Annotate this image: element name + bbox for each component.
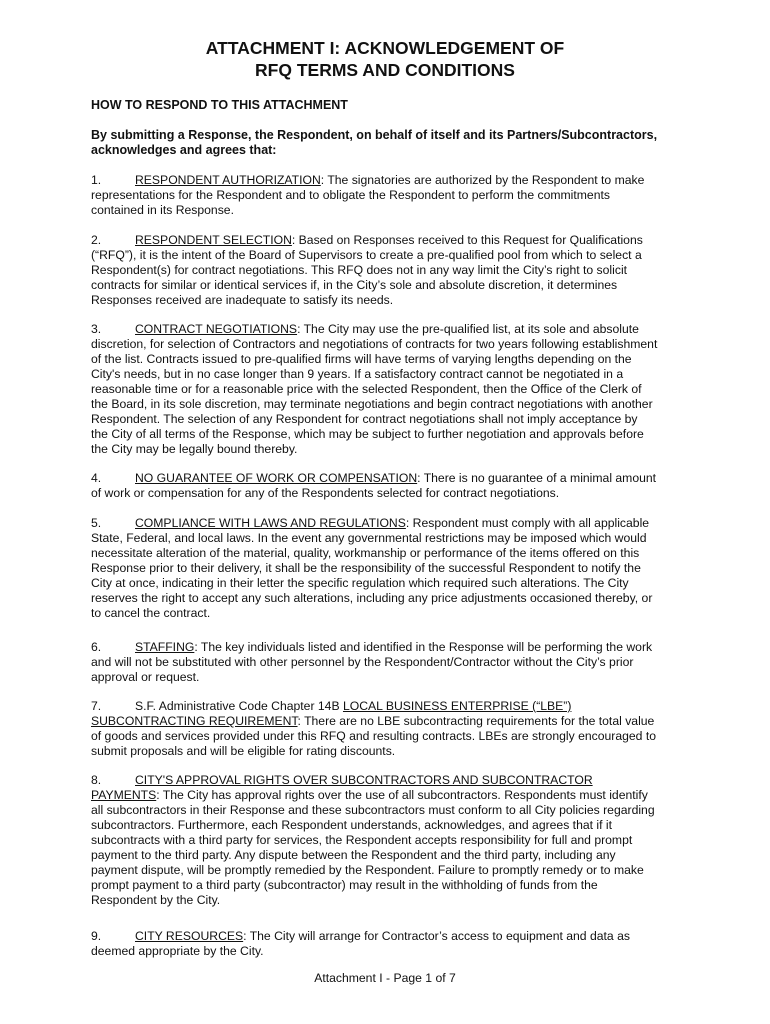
clause-number: 9. <box>91 929 102 943</box>
clause-line: deemed appropriate by the City. <box>91 944 264 958</box>
clause-line: State, Federal, and local laws. In the event any governmental restrictions may be imposed which would <box>91 531 647 545</box>
clause-number: 1. <box>91 173 102 187</box>
clause-line: subcontractors. Furthermore, each Respondent understands, acknowledges, and agrees that if it <box>91 818 612 832</box>
clause-heading: COMPLIANCE WITH LAWS AND REGULATIONS <box>135 516 406 530</box>
clause-heading: CITY RESOURCES <box>135 929 244 943</box>
clause-heading: CITY'S APPROVAL RIGHTS OVER SUBCONTRACTORS AND SUBCONTRACTOR <box>135 773 593 787</box>
page-title-line-1: ATTACHMENT I: ACKNOWLEDGEMENT OF <box>205 38 565 58</box>
intro-line: By submitting a Response, the Respondent, on behalf of itself and its Partners/Subcontractors, <box>91 128 658 142</box>
clause-7 <box>91 699 689 759</box>
clause-line: Responses received are inadequate to satisfy its needs. <box>91 293 394 307</box>
clause-number: 5. <box>91 516 102 530</box>
clause-line: (“RFQ”), it is the intent of the Board of Supervisors to create a pre-qualified pool from which to select a <box>91 248 642 262</box>
clause-heading: NO GUARANTEE OF WORK OR COMPENSATION <box>135 471 418 485</box>
clause-line: to cancel the contract. <box>91 606 211 620</box>
clause-line: approval or request. <box>91 670 200 684</box>
clause-heading: STAFFING <box>135 640 195 654</box>
clause-line: necessitate alteration of the material, quality, workmanship or performance of the items offered on this <box>91 546 640 560</box>
clause-4 <box>91 471 689 501</box>
clause-line: representations for the Respondent and to obligate the Respondent to perform the commitments <box>91 188 610 202</box>
clause-line: subcontracts with a third party for services, the Respondent accepts responsibility for full and prompt <box>91 833 633 847</box>
clause-text: : The City has approval rights over the use of all subcontractors. Respondents must identify <box>156 788 648 802</box>
clause-3 <box>91 322 689 457</box>
clause-heading: SUBCONTRACTING REQUIREMENT <box>91 714 298 728</box>
clause-text: : There is no guarantee of a minimal amount <box>417 471 657 485</box>
clause-line: payment dispute, will be promptly remedied by the Respondent. Failure to promptly remedy or to make <box>91 863 644 877</box>
clause-heading: RESPONDENT SELECTION <box>135 233 292 247</box>
clause-line: of work or compensation for any of the Respondents selected for contract negotiations. <box>91 486 560 500</box>
clause-text: : There are no LBE subcontracting requirements for the total value <box>297 714 655 728</box>
clause-line: Respondent. The selection of any Respondent for contract negotiations shall not imply acceptance by <box>91 412 638 426</box>
clause-line: Respondent by the City. <box>91 893 221 907</box>
clause-line: the Board, in its sole discretion, may terminate negotiations and begin contract negotiations with another <box>91 397 653 411</box>
clause-line: payment to the third party. Any dispute between the Respondent and the third party, including any <box>91 848 616 862</box>
clause-line: contracts for similar or identical services if, in the City’s sole and absolute discretion, it determines <box>91 278 618 292</box>
clause-heading: RESPONDENT AUTHORIZATION <box>135 173 321 187</box>
clause-heading: PAYMENTS <box>91 788 157 802</box>
clause-line: Respondent(s) for contract negotiations. This RFQ does not in any way limit the City’s right to solicit <box>91 263 628 277</box>
clause-line: the City of all terms of the Response, which may be subject to further negotiation and approvals before <box>91 427 644 441</box>
clause-line: of the list. Contracts issued to pre-qualified firms will have terms of varying lengths depending on the <box>91 352 632 366</box>
clause-text: : The signatories are authorized by the Respondent to make <box>320 173 645 187</box>
clause-line: Response prior to their delivery, it shall be the responsibility of the successful Respondent to notify the <box>91 561 641 575</box>
intro-line: acknowledges and agrees that: <box>91 143 277 157</box>
clause-number: 7. <box>91 699 102 713</box>
clause-5 <box>91 516 689 621</box>
clause-number: 3. <box>91 322 102 336</box>
clause-2 <box>91 233 689 308</box>
clause-line: City's needs, but in no case longer than 9 years. If a satisfactory contract cannot be negotiated in a <box>91 367 624 381</box>
clause-line: of goods and services provided under this RFQ and resulting contracts. LBEs are strongly encouraged to <box>91 729 656 743</box>
clause-6 <box>91 640 689 685</box>
clause-9 <box>91 929 689 959</box>
clause-text: : The City will arrange for Contractor’s access to equipment and data as <box>243 929 630 943</box>
page-footer: Attachment I - Page 1 of 7 <box>314 971 456 985</box>
clause-line: the City may be legally bound thereby. <box>91 442 298 456</box>
clause-number: 4. <box>91 471 102 485</box>
clause-text: : The City may use the pre-qualified list, at its sole and absolute <box>297 322 639 336</box>
intro-paragraph <box>91 128 691 158</box>
clause-heading: LOCAL BUSINESS ENTERPRISE (“LBE”) <box>342 699 572 713</box>
clause-line: City at once, indicating in their letter the specific regulation which required such alterations. The City <box>91 576 629 590</box>
clause-text: S.F. Administrative Code Chapter 14B <box>135 699 343 713</box>
clause-number: 6. <box>91 640 102 654</box>
section-heading: HOW TO RESPOND TO THIS ATTACHMENT <box>91 98 348 112</box>
clause-text: : Respondent must comply with all applicable <box>405 516 650 530</box>
clause-line: all subcontractors in their Response and these subcontractors must conform to all City policies regarding <box>91 803 655 817</box>
clause-8 <box>91 773 689 908</box>
clause-text: : The key individuals listed and identified in the Response will be performing the work <box>194 640 653 654</box>
clause-number: 2. <box>91 233 102 247</box>
clause-line: and will not be substituted with other personnel by the Respondent/Contractor without the City’s prior <box>91 655 634 669</box>
clause-line: discretion, for selection of Contractors and negotiations of contracts for two years following establishment <box>91 337 658 351</box>
clause-line: contained in its Response. <box>91 203 234 217</box>
clause-heading: CONTRACT NEGOTIATIONS <box>135 322 298 336</box>
page-title-line-2: RFQ TERMS AND CONDITIONS <box>255 60 515 80</box>
clause-line: prompt payment to a third party (subcontractor) may result in the withholding of funds from the <box>91 878 598 892</box>
clause-line: reserves the right to accept any such alterations, including any price adjustments occasioned thereby, or <box>91 591 653 605</box>
clause-number: 8. <box>91 773 102 787</box>
clause-line: submit proposals and will be eligible for rating discounts. <box>91 744 396 758</box>
clause-1 <box>91 173 689 218</box>
clause-text: : Based on Responses received to this Request for Qualifications <box>291 233 643 247</box>
clause-line: reasonable time or for a reasonable price with the selected Respondent, then the Office of the Clerk of <box>91 382 642 396</box>
